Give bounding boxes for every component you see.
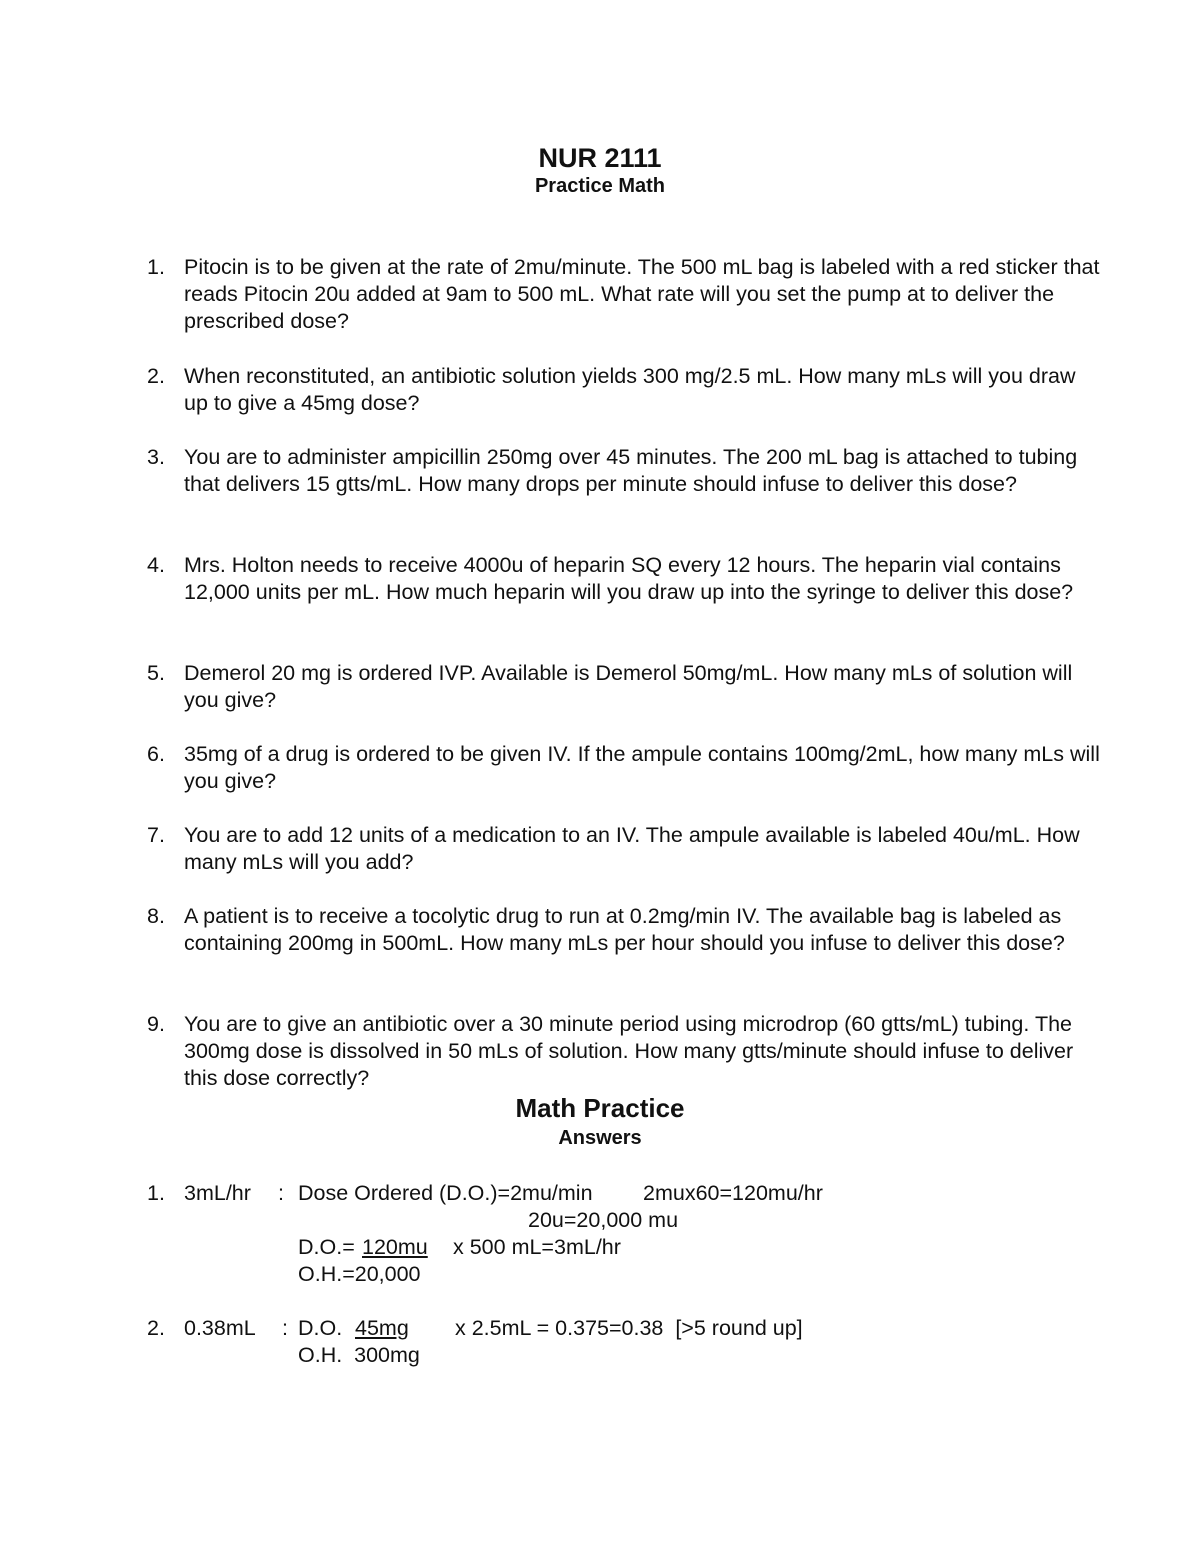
- answer-colon: :: [282, 1316, 288, 1340]
- question-text: You are to give an antibiotic over a 30 minute period using microdrop (60 gtts/mL) tubing. The 300mg dose is dissolved in 50 mLs of solution. How many gtts/minute should infuse to deliver this dose correctly?: [184, 1012, 1074, 1090]
- question-number: 2.: [147, 364, 165, 388]
- document-subtitle: Practice Math: [534, 175, 666, 197]
- question-number: 8.: [147, 904, 165, 928]
- answer-do-value: 120mu: [362, 1235, 428, 1259]
- question-number: 7.: [147, 823, 165, 847]
- answer-do-label: D.O.=: [298, 1235, 355, 1259]
- answer-do-rest: x 2.5mL = 0.375=0.38 [>5 round up]: [455, 1316, 803, 1340]
- question-text: Mrs. Holton needs to receive 4000u of heparin SQ every 12 hours. The heparin vial contains 12,000 units per mL. How much heparin will you draw up into the syringe to deliver this dose?: [184, 553, 1074, 604]
- question-number: 9.: [147, 1012, 165, 1036]
- answer-colon: :: [278, 1181, 284, 1205]
- question-text: You are to add 12 units of a medication to an IV. The ampule available is labeled 40u/mL. How many mLs will you add?: [184, 823, 1080, 874]
- answer-work-line: Dose Ordered (D.O.)=2mu/min: [298, 1181, 593, 1205]
- question-number: 6.: [147, 742, 165, 766]
- answer-value: 0.38mL: [184, 1316, 256, 1340]
- answers-subtitle: Answers: [558, 1127, 642, 1149]
- answer-number: 1.: [147, 1181, 165, 1205]
- answer-number: 2.: [147, 1316, 165, 1340]
- answer-work-line: 2mux60=120mu/hr: [643, 1181, 823, 1205]
- document-title: NUR 2111: [538, 143, 662, 173]
- question-text: A patient is to receive a tocolytic drug to run at 0.2mg/min IV. The available bag is labeled as containing 200mg in 500mL. How many mLs per hour should you infuse to deliver this dose?: [184, 904, 1065, 955]
- question-text: Demerol 20 mg is ordered IVP. Available is Demerol 50mg/mL. How many mLs of solution will you give?: [184, 661, 1073, 712]
- answer-do-label: D.O.: [298, 1316, 343, 1340]
- question-number: 1.: [147, 255, 165, 279]
- question-text: When reconstituted, an antibiotic solution yields 300 mg/2.5 mL. How many mLs will you draw up to give a 45mg dose?: [184, 364, 1076, 415]
- answers-title: Math Practice: [515, 1093, 685, 1123]
- answer-do-rest: x 500 mL=3mL/hr: [453, 1235, 621, 1259]
- question-number: 5.: [147, 661, 165, 685]
- answer-oh: O.H.=20,000: [298, 1262, 421, 1286]
- answer-value: 3mL/hr: [184, 1181, 251, 1205]
- answer-do-value: 45mg: [355, 1316, 409, 1340]
- answer-oh: O.H. 300mg: [298, 1343, 420, 1367]
- question-text: 35mg of a drug is ordered to be given IV. If the ampule contains 100mg/2mL, how many mLs will you give?: [184, 742, 1100, 793]
- question-text: Pitocin is to be given at the rate of 2mu/minute. The 500 mL bag is labeled with a red sticker that reads Pitocin 20u added at 9am to 500 mL. What rate will you set the pump at to deliver the prescribed dose?: [184, 255, 1100, 333]
- answer-work-line: 20u=20,000 mu: [528, 1208, 679, 1232]
- question-number: 4.: [147, 553, 165, 577]
- question-text: You are to administer ampicillin 250mg over 45 minutes. The 200 mL bag is attached to tubing that delivers 15 gtts/mL. How many drops per minute should infuse to deliver this dose?: [184, 445, 1078, 496]
- question-number: 3.: [147, 445, 165, 469]
